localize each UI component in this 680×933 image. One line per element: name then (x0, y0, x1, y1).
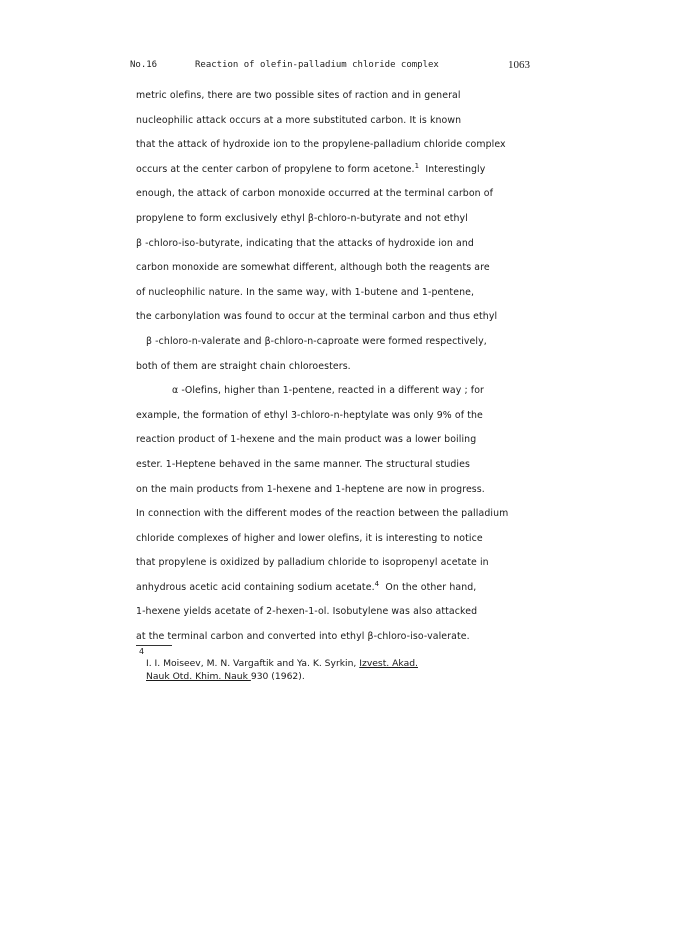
text-line: β -chloro-iso-butyrate, indicating that the attacks of hydroxide ion and (136, 237, 474, 249)
text-line: that propylene is oxidized by palladium chloride to isopropenyl acetate in (136, 557, 489, 569)
footnote-journal-cont: Nauk Otd. Khim. Nauk (146, 671, 251, 682)
text-fragment: occurs at the center carbon of propylene to form acetone. (136, 163, 415, 175)
reference-superscript: 1 (414, 161, 420, 170)
body-text (136, 90, 556, 656)
text-fragment: Interestingly (425, 163, 486, 175)
text-line: both of them are straight chain chloroesters. (136, 360, 351, 372)
text-line: that the attack of hydroxide ion to the propylene-palladium chloride complex (136, 139, 506, 151)
text-line: nucleophilic attack occurs at a more substituted carbon. It is known (136, 114, 462, 126)
reference-superscript: 4 (374, 579, 380, 588)
text-line: chloride complexes of higher and lower olefins, it is interesting to notice (136, 532, 483, 544)
text-line: β -chloro-n-valerate and β-chloro-n-caproate were formed respectively, (146, 335, 487, 347)
footnote-marker: 4 (139, 647, 145, 656)
text-line: propylene to form exclusively ethyl β-chloro-n-butyrate and not ethyl (136, 212, 468, 224)
text-line: ester. 1-Heptene behaved in the same manner. The structural studies (136, 458, 470, 470)
text-line: example, the formation of ethyl 3-chloro-n-heptylate was only 9% of the (136, 409, 483, 421)
text-fragment: anhydrous acetic acid containing sodium acetate. (136, 581, 375, 593)
text-fragment: On the other hand, (385, 581, 477, 593)
text-line: metric olefins, there are two possible sites of raction and in general (136, 90, 461, 101)
text-line: on the main products from 1-hexene and 1-heptene are now in progress. (136, 483, 485, 495)
footnote-citation: 930 (1962). (250, 671, 305, 682)
text-line (136, 161, 556, 189)
running-title: Reaction of olefin-palladium chloride complex (195, 60, 439, 70)
footnote-journal: Izvest. Akad. (359, 658, 418, 669)
text-line: of nucleophilic nature. In the same way, with 1-butene and 1-pentene, (136, 286, 475, 298)
text-line: reaction product of 1-hexene and the main product was a lower boiling (136, 434, 477, 446)
footnote-line (146, 671, 305, 682)
journal-issue-number: No.16 (130, 60, 158, 70)
text-line: the carbonylation was found to occur at the terminal carbon and thus ethyl (136, 311, 498, 323)
footnote-line (146, 658, 418, 669)
text-line: enough, the attack of carbon monoxide occurred at the terminal carbon of (136, 188, 494, 200)
text-line: 1-hexene yields acetate of 2-hexen-1-ol. Isobutylene was also attacked (136, 606, 478, 618)
footnote-rule (136, 645, 172, 646)
paragraph-start-line: α -Olefins, higher than 1-pentene, reacted in a different way ; for (172, 385, 484, 397)
text-line: In connection with the different modes of the reaction between the palladium (136, 508, 509, 520)
text-line (136, 579, 556, 607)
footnote-authors: I. I. Moiseev, M. N. Vargaftik and Ya. K. Syrkin, (146, 658, 360, 669)
page-number: 1063 (508, 59, 530, 71)
text-line: carbon monoxide are somewhat different, although both the reagents are (136, 262, 490, 274)
text-line: at the terminal carbon and converted into ethyl β-chloro-iso-valerate. (136, 631, 470, 643)
